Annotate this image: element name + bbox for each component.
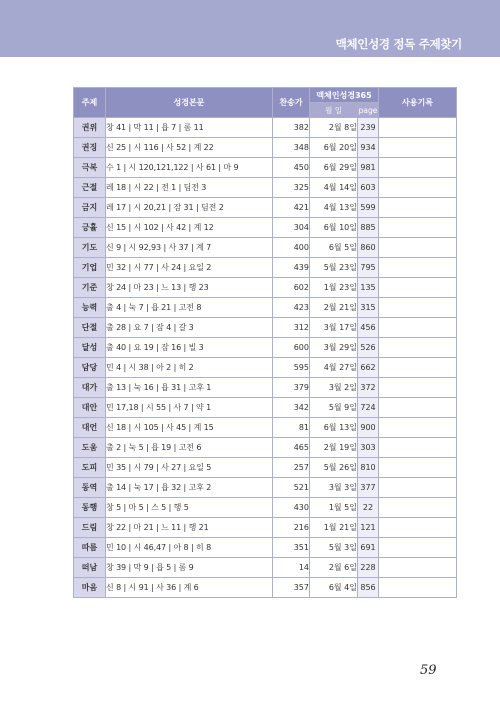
table-row	[74, 518, 457, 538]
topic-cell: 기업	[74, 258, 106, 278]
date-cell: 1월 21일	[310, 518, 358, 538]
page-cell: 372	[358, 378, 379, 398]
header-verses: 성경본문	[106, 88, 273, 118]
record-cell[interactable]	[379, 558, 457, 578]
topic-table	[73, 87, 457, 598]
date-cell: 6월 29일	[310, 158, 358, 178]
table-row	[74, 198, 457, 218]
record-cell[interactable]	[379, 298, 457, 318]
header-topic: 주제	[74, 88, 106, 118]
page-title: 맥체인성경 정독 주제찾기	[335, 37, 462, 51]
verses-cell: 창 5 | 마 5 | 스 5 | 행 5	[106, 498, 273, 518]
hymn-cell: 257	[273, 458, 310, 478]
table-row	[74, 478, 457, 498]
record-cell[interactable]	[379, 378, 457, 398]
page-cell: 900	[358, 418, 379, 438]
hymn-cell: 430	[273, 498, 310, 518]
date-cell: 4월 27일	[310, 358, 358, 378]
table-row	[74, 218, 457, 238]
date-cell: 2월 21일	[310, 298, 358, 318]
hymn-cell: 379	[273, 378, 310, 398]
verses-cell: 레 17 | 시 20,21 | 잠 31 | 딤전 2	[106, 198, 273, 218]
page-cell: 456	[358, 318, 379, 338]
date-cell: 6월 5일	[310, 238, 358, 258]
verses-cell: 민 35 | 시 79 | 사 27 | 요일 5	[106, 458, 273, 478]
page-cell: 599	[358, 198, 379, 218]
record-cell[interactable]	[379, 478, 457, 498]
topic-cell: 동행	[74, 498, 106, 518]
date-cell: 1월 23일	[310, 278, 358, 298]
topic-cell: 기도	[74, 238, 106, 258]
record-cell[interactable]	[379, 138, 457, 158]
verses-cell: 출 13 | 눅 16 | 욥 31 | 고후 1	[106, 378, 273, 398]
date-cell: 6월 4일	[310, 578, 358, 598]
table-row	[74, 578, 457, 598]
hymn-cell: 439	[273, 258, 310, 278]
header-month-day: 월 일	[310, 103, 358, 118]
hymn-cell: 521	[273, 478, 310, 498]
table-row	[74, 378, 457, 398]
date-cell: 5월 9일	[310, 398, 358, 418]
date-cell: 3월 2일	[310, 378, 358, 398]
page-cell: 135	[358, 278, 379, 298]
date-cell: 2월 19일	[310, 438, 358, 458]
verses-cell: 신 9 | 시 92,93 | 사 37 | 계 7	[106, 238, 273, 258]
table-row	[74, 458, 457, 478]
hymn-cell: 348	[273, 138, 310, 158]
page-cell: 603	[358, 178, 379, 198]
page-cell: 121	[358, 518, 379, 538]
table-row	[74, 258, 457, 278]
page-cell: 377	[358, 478, 379, 498]
date-cell: 5월 23일	[310, 258, 358, 278]
table-row	[74, 338, 457, 358]
page-cell: 526	[358, 338, 379, 358]
page-cell: 860	[358, 238, 379, 258]
date-cell: 4월 14일	[310, 178, 358, 198]
page-cell: 22	[358, 498, 379, 518]
verses-cell: 신 15 | 시 102 | 사 42 | 계 12	[106, 218, 273, 238]
hymn-cell: 423	[273, 298, 310, 318]
topic-cell: 능력	[74, 298, 106, 318]
table-row	[74, 418, 457, 438]
record-cell[interactable]	[379, 398, 457, 418]
topic-cell: 근절	[74, 178, 106, 198]
topic-cell: 단절	[74, 318, 106, 338]
date-cell: 6월 13일	[310, 418, 358, 438]
verses-cell: 민 10 | 시 46,47 | 아 8 | 히 8	[106, 538, 273, 558]
topic-cell: 도움	[74, 438, 106, 458]
date-cell: 3월 17일	[310, 318, 358, 338]
table-row	[74, 398, 457, 418]
verses-cell: 창 39 | 막 9 | 욥 5 | 롬 9	[106, 558, 273, 578]
date-cell: 3월 3일	[310, 478, 358, 498]
record-cell[interactable]	[379, 338, 457, 358]
verses-cell: 민 17,18 | 시 55 | 사 7 | 약 1	[106, 398, 273, 418]
verses-cell: 수 1 | 시 120,121,122 | 사 61 | 마 9	[106, 158, 273, 178]
hymn-cell: 600	[273, 338, 310, 358]
verses-cell: 신 8 | 시 91 | 사 36 | 계 6	[106, 578, 273, 598]
record-cell[interactable]	[379, 278, 457, 298]
record-cell[interactable]	[379, 318, 457, 338]
page-cell: 239	[358, 118, 379, 138]
page-cell: 691	[358, 538, 379, 558]
topic-cell: 권징	[74, 138, 106, 158]
table-row	[74, 438, 457, 458]
verses-cell: 민 4 | 시 38 | 아 2 | 히 2	[106, 358, 273, 378]
header-hymn: 찬송가	[273, 88, 310, 118]
topic-cell: 대가	[74, 378, 106, 398]
hymn-cell: 342	[273, 398, 310, 418]
verses-cell: 민 32 | 시 77 | 사 24 | 요일 2	[106, 258, 273, 278]
table-row	[74, 278, 457, 298]
verses-cell: 출 40 | 요 19 | 잠 16 | 빌 3	[106, 338, 273, 358]
page-cell: 795	[358, 258, 379, 278]
table-row	[74, 358, 457, 378]
table-row	[74, 298, 457, 318]
date-cell: 5월 26일	[310, 458, 358, 478]
hymn-cell: 400	[273, 238, 310, 258]
hymn-cell: 351	[273, 538, 310, 558]
topic-cell: 권위	[74, 118, 106, 138]
table-row	[74, 318, 457, 338]
header-record: 사용기록	[379, 88, 457, 118]
page-cell: 228	[358, 558, 379, 578]
record-cell[interactable]	[379, 218, 457, 238]
record-cell[interactable]	[379, 518, 457, 538]
verses-cell: 출 2 | 눅 5 | 욥 19 | 고전 6	[106, 438, 273, 458]
hymn-cell: 421	[273, 198, 310, 218]
date-cell: 2월 6일	[310, 558, 358, 578]
topic-cell: 기준	[74, 278, 106, 298]
date-cell: 6월 10일	[310, 218, 358, 238]
topic-cell: 대언	[74, 418, 106, 438]
verses-cell: 출 14 | 눅 17 | 욥 32 | 고후 2	[106, 478, 273, 498]
date-cell: 6월 20일	[310, 138, 358, 158]
table-row	[74, 558, 457, 578]
page-cell: 315	[358, 298, 379, 318]
date-cell: 5월 3일	[310, 538, 358, 558]
verses-cell: 출 4 | 눅 7 | 욥 21 | 고전 8	[106, 298, 273, 318]
page-cell: 303	[358, 438, 379, 458]
topic-cell: 금지	[74, 198, 106, 218]
hymn-cell: 450	[273, 158, 310, 178]
hymn-cell: 14	[273, 558, 310, 578]
topic-cell: 떠남	[74, 558, 106, 578]
topic-cell: 드림	[74, 518, 106, 538]
table-row	[74, 158, 457, 178]
verses-cell: 창 22 | 마 21 | 느 11 | 행 21	[106, 518, 273, 538]
header-banner	[0, 0, 500, 57]
table-row	[74, 118, 457, 138]
record-cell[interactable]	[379, 238, 457, 258]
page-cell: 662	[358, 358, 379, 378]
header-plan: 맥체인성경365	[310, 88, 379, 103]
topic-cell: 마음	[74, 578, 106, 598]
verses-cell: 출 28 | 요 7 | 잠 4 | 갈 3	[106, 318, 273, 338]
hymn-cell: 304	[273, 218, 310, 238]
record-cell[interactable]	[379, 178, 457, 198]
hymn-cell: 595	[273, 358, 310, 378]
page-cell: 934	[358, 138, 379, 158]
record-cell[interactable]	[379, 578, 457, 598]
verses-cell: 신 25 | 시 116 | 사 52 | 계 22	[106, 138, 273, 158]
table-row	[74, 538, 457, 558]
date-cell: 2월 8일	[310, 118, 358, 138]
page-cell: 810	[358, 458, 379, 478]
hymn-cell: 325	[273, 178, 310, 198]
verses-cell: 창 24 | 마 23 | 느 13 | 행 23	[106, 278, 273, 298]
verses-cell: 창 41 | 막 11 | 욥 7 | 롬 11	[106, 118, 273, 138]
topic-cell: 도피	[74, 458, 106, 478]
topic-cell: 달성	[74, 338, 106, 358]
topic-cell: 담당	[74, 358, 106, 378]
topic-cell: 대안	[74, 398, 106, 418]
topic-cell: 동역	[74, 478, 106, 498]
record-cell[interactable]	[379, 198, 457, 218]
date-cell: 3월 29일	[310, 338, 358, 358]
hymn-cell: 602	[273, 278, 310, 298]
record-cell[interactable]	[379, 498, 457, 518]
record-cell[interactable]	[379, 538, 457, 558]
verses-cell: 레 18 | 시 22 | 전 1 | 딤전 3	[106, 178, 273, 198]
header-page: page	[358, 103, 379, 118]
date-cell: 1월 5일	[310, 498, 358, 518]
topic-cell: 극복	[74, 158, 106, 178]
hymn-cell: 216	[273, 518, 310, 538]
page-cell: 885	[358, 218, 379, 238]
verses-cell: 신 18 | 시 105 | 사 45 | 계 15	[106, 418, 273, 438]
record-cell[interactable]	[379, 118, 457, 138]
record-cell[interactable]	[379, 258, 457, 278]
hymn-cell: 357	[273, 578, 310, 598]
hymn-cell: 81	[273, 418, 310, 438]
table-row	[74, 238, 457, 258]
table-row	[74, 138, 457, 158]
hymn-cell: 382	[273, 118, 310, 138]
record-cell[interactable]	[379, 438, 457, 458]
table-row	[74, 178, 457, 198]
page-number: 59	[420, 663, 437, 678]
date-cell: 4월 13일	[310, 198, 358, 218]
hymn-cell: 465	[273, 438, 310, 458]
page-cell: 981	[358, 158, 379, 178]
page-cell: 724	[358, 398, 379, 418]
hymn-cell: 312	[273, 318, 310, 338]
record-cell[interactable]	[379, 418, 457, 438]
record-cell[interactable]	[379, 158, 457, 178]
record-cell[interactable]	[379, 458, 457, 478]
table-row	[74, 498, 457, 518]
topic-cell: 따름	[74, 538, 106, 558]
topic-cell: 긍휼	[74, 218, 106, 238]
page-cell: 856	[358, 578, 379, 598]
record-cell[interactable]	[379, 358, 457, 378]
